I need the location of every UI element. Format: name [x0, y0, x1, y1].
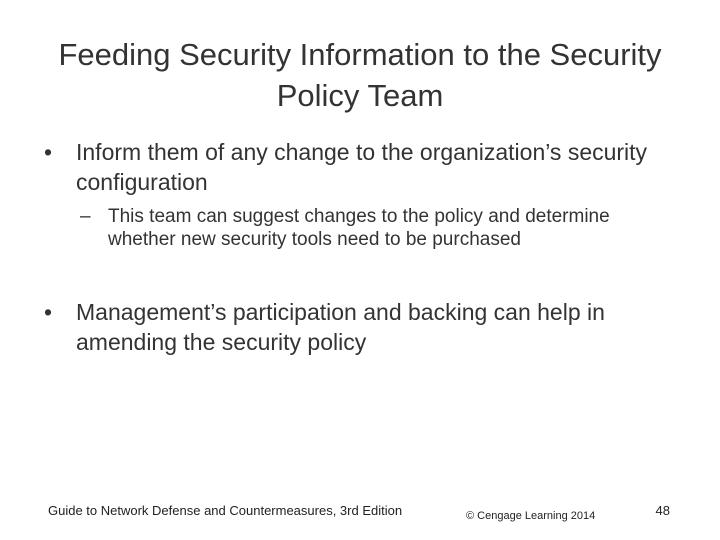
bullet-text: Management’s participation and backing can help in amending the security policy [76, 299, 605, 355]
footer-book-title: Guide to Network Defense and Countermeasures, 3rd Edition [48, 503, 403, 518]
bullet-text: Inform them of any change to the organization’s security configuration [76, 139, 648, 195]
sub-bullet-text: This team can suggest changes to the policy and determine whether new security tools need to be purchased [108, 206, 610, 250]
sub-bullet-marker: – [80, 206, 91, 227]
bullet-item [44, 137, 674, 197]
footer-copyright: © Cengage Learning 2014 [466, 510, 596, 522]
slide-title: Feeding Security Information to the Security Policy Team [58, 37, 662, 113]
bullet-marker: • [44, 299, 53, 325]
sub-bullet-item [80, 205, 660, 251]
bullet-marker: • [44, 139, 53, 165]
bullet-item [44, 297, 674, 357]
page-number: 48 [655, 503, 670, 518]
